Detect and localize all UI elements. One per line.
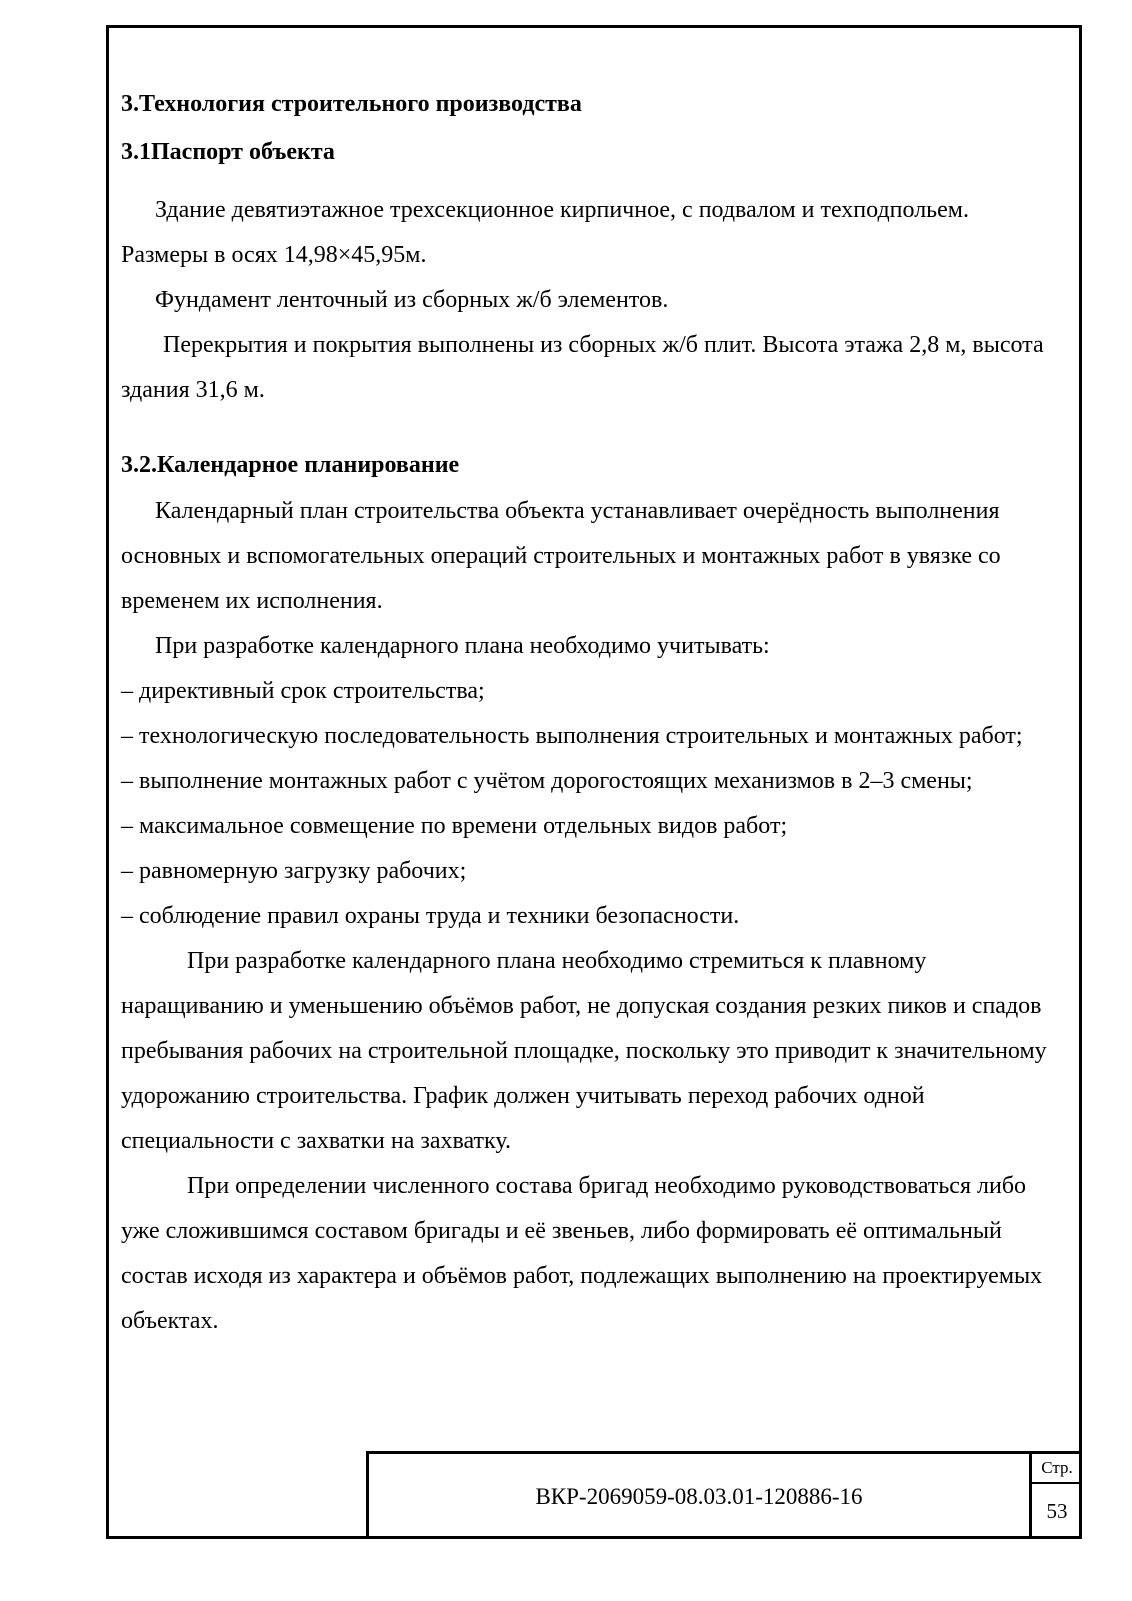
- document-code: ВКР-2069059-08.03.01-120886-16: [535, 1483, 863, 1509]
- page-number-box: [1029, 1454, 1082, 1539]
- page-label: Стр.: [1032, 1454, 1082, 1484]
- paragraph: При разработке календарного плана необходимо стремиться к плавному наращиванию и уменьшению объёмов работ, не допуская создания резких пиков и спадов пребывания рабочих на строительной площадке, поскольку это приводит к значительному удорожанию строительства. График должен учитывать переход рабочих одной специальности с захватки на захватку.: [121, 948, 1047, 1154]
- paragraph: Здание девятиэтажное трехсекционное кирпичное, с подвалом и техподпольем. Размеры в осях 14,98×45,95м.: [121, 197, 969, 268]
- list-item: – выполнение монтажных работ с учётом дорогостоящих механизмов в 2–3 смены;: [121, 768, 973, 794]
- subsection-title-planning: 3.2.Календарное планирование: [121, 452, 460, 478]
- paragraph: При определении численного состава бригад необходимо руководствоваться либо уже сложившимся составом бригады и её звеньев, либо формировать её оптимальный состав исходя из характера и объёмов работ, подлежащих выполнению на проектируемых объектах.: [121, 1173, 1043, 1334]
- document-body: [121, 80, 1056, 1344]
- paragraph: При разработке календарного плана необходимо учитывать:: [155, 633, 770, 659]
- paragraph: Фундамент ленточный из сборных ж/б элементов.: [155, 287, 669, 313]
- title-block: [366, 1451, 1082, 1539]
- list-item: – соблюдение правил охраны труда и техники безопасности.: [121, 903, 740, 929]
- list-item: – директивный срок строительства;: [121, 678, 485, 704]
- page-number: 53: [1046, 1499, 1068, 1523]
- paragraph: Перекрытия и покрытия выполнены из сборных ж/б плит. Высота этажа 2,8 м, высота здания 31,6 м.: [121, 332, 1044, 403]
- section-title: 3.Технология строительного производства: [121, 91, 582, 117]
- list-item: – технологическую последовательность выполнения строительных и монтажных работ;: [121, 723, 1023, 749]
- paragraph: Календарный план строительства объекта устанавливает очерёдность выполнения основных и вспомогательных операций строительных и монтажных работ в увязке со временем их исполнения.: [121, 498, 1001, 614]
- subsection-title-passport: 3.1Паспорт объекта: [121, 139, 335, 165]
- list-item: – максимальное совмещение по времени отдельных видов работ;: [121, 813, 788, 839]
- list-item: – равномерную загрузку рабочих;: [121, 858, 467, 884]
